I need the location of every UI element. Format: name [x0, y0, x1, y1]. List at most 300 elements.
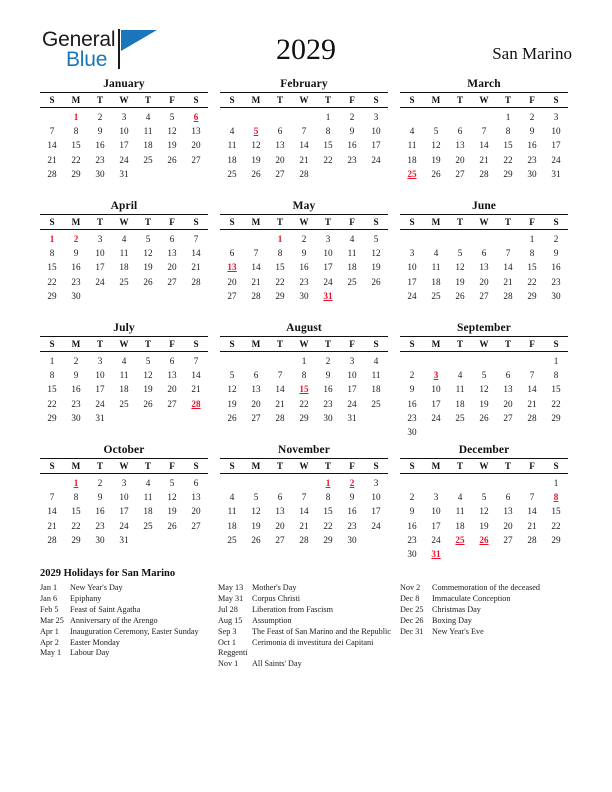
day-cell[interactable]: 14	[299, 506, 309, 517]
day-cell[interactable]: 5	[229, 369, 235, 380]
day-cell-holiday[interactable]: 5	[253, 125, 259, 136]
day-cell[interactable]: 12	[167, 125, 177, 136]
day-cell-holiday[interactable]: 1	[49, 233, 55, 244]
day-cell[interactable]: 10	[431, 384, 441, 395]
day-cell[interactable]: 27	[191, 154, 201, 165]
day-cell-holiday[interactable]: 31	[431, 549, 441, 560]
day-cell[interactable]: 12	[371, 247, 381, 258]
day-cell[interactable]: 15	[551, 506, 561, 517]
day-cell-holiday[interactable]: 25	[407, 169, 417, 180]
day-cell[interactable]: 20	[503, 520, 513, 531]
day-cell[interactable]: 12	[227, 384, 237, 395]
day-cell[interactable]: 23	[407, 535, 417, 546]
day-cell[interactable]: 5	[433, 125, 439, 136]
day-cell[interactable]: 21	[251, 276, 261, 287]
day-cell[interactable]: 10	[323, 247, 333, 258]
day-cell[interactable]: 17	[371, 506, 381, 517]
day-cell[interactable]: 30	[527, 169, 537, 180]
day-cell[interactable]: 4	[433, 247, 439, 258]
day-cell[interactable]: 24	[119, 154, 129, 165]
day-cell[interactable]: 18	[431, 276, 441, 287]
day-cell[interactable]: 29	[323, 535, 333, 546]
day-cell[interactable]: 29	[551, 535, 561, 546]
day-cell[interactable]: 20	[191, 140, 201, 151]
day-cell[interactable]: 18	[455, 398, 465, 409]
day-cell[interactable]: 4	[229, 125, 235, 136]
day-cell[interactable]: 5	[253, 491, 259, 502]
day-cell[interactable]: 14	[503, 262, 513, 273]
day-cell-holiday[interactable]: 3	[433, 369, 439, 380]
day-cell[interactable]: 30	[407, 549, 417, 560]
day-cell[interactable]: 31	[551, 169, 561, 180]
day-cell-holiday[interactable]: 15	[299, 384, 309, 395]
day-cell[interactable]: 12	[479, 506, 489, 517]
day-cell[interactable]: 10	[371, 125, 381, 136]
day-cell[interactable]: 2	[97, 477, 103, 488]
day-cell[interactable]: 2	[97, 111, 103, 122]
day-cell[interactable]: 2	[301, 233, 307, 244]
day-cell[interactable]: 23	[347, 154, 357, 165]
day-cell[interactable]: 17	[323, 262, 333, 273]
day-cell[interactable]: 26	[143, 276, 153, 287]
day-cell[interactable]: 13	[503, 506, 513, 517]
day-cell[interactable]: 12	[143, 369, 153, 380]
day-cell[interactable]: 12	[251, 506, 261, 517]
day-cell[interactable]: 9	[73, 247, 79, 258]
day-cell[interactable]: 2	[529, 111, 535, 122]
day-cell[interactable]: 25	[143, 154, 153, 165]
day-cell-holiday[interactable]: 31	[323, 291, 333, 302]
day-cell[interactable]: 3	[349, 355, 355, 366]
day-cell[interactable]: 5	[481, 491, 487, 502]
day-cell[interactable]: 28	[503, 291, 513, 302]
day-cell[interactable]: 25	[119, 276, 129, 287]
day-cell[interactable]: 25	[119, 398, 129, 409]
day-cell[interactable]: 14	[191, 369, 201, 380]
day-cell[interactable]: 12	[431, 140, 441, 151]
day-cell[interactable]: 22	[527, 276, 537, 287]
day-cell[interactable]: 5	[169, 111, 175, 122]
day-cell[interactable]: 7	[49, 125, 55, 136]
day-cell-holiday[interactable]: 2	[73, 233, 79, 244]
day-cell[interactable]: 13	[275, 140, 285, 151]
day-cell[interactable]: 6	[253, 369, 259, 380]
day-cell[interactable]: 26	[167, 520, 177, 531]
day-cell[interactable]: 11	[143, 125, 153, 136]
day-cell[interactable]: 28	[527, 535, 537, 546]
day-cell[interactable]: 19	[167, 140, 177, 151]
day-cell[interactable]: 18	[227, 154, 237, 165]
day-cell-holiday[interactable]: 13	[227, 262, 237, 273]
day-cell[interactable]: 19	[251, 520, 261, 531]
day-cell[interactable]: 4	[409, 125, 415, 136]
day-cell[interactable]: 29	[47, 291, 57, 302]
day-cell[interactable]: 24	[323, 276, 333, 287]
day-cell[interactable]: 11	[455, 384, 465, 395]
day-cell[interactable]: 18	[143, 140, 153, 151]
day-cell[interactable]: 27	[503, 535, 513, 546]
day-cell[interactable]: 9	[409, 506, 415, 517]
day-cell[interactable]: 19	[455, 276, 465, 287]
day-cell[interactable]: 2	[349, 111, 355, 122]
day-cell[interactable]: 26	[167, 154, 177, 165]
day-cell[interactable]: 7	[49, 491, 55, 502]
day-cell[interactable]: 16	[347, 506, 357, 517]
day-cell[interactable]: 3	[373, 477, 379, 488]
day-cell[interactable]: 25	[227, 169, 237, 180]
day-cell[interactable]: 4	[145, 111, 151, 122]
day-cell[interactable]: 24	[347, 398, 357, 409]
day-cell[interactable]: 15	[275, 262, 285, 273]
day-cell[interactable]: 22	[323, 154, 333, 165]
day-cell[interactable]: 28	[251, 291, 261, 302]
day-cell[interactable]: 23	[299, 276, 309, 287]
day-cell[interactable]: 16	[95, 506, 105, 517]
day-cell[interactable]: 27	[275, 169, 285, 180]
day-cell[interactable]: 28	[47, 169, 57, 180]
day-cell[interactable]: 6	[481, 247, 487, 258]
day-cell[interactable]: 19	[479, 398, 489, 409]
day-cell[interactable]: 20	[167, 262, 177, 273]
day-cell[interactable]: 14	[275, 384, 285, 395]
day-cell-holiday[interactable]: 6	[193, 111, 199, 122]
day-cell[interactable]: 3	[409, 247, 415, 258]
day-cell[interactable]: 9	[325, 369, 331, 380]
day-cell[interactable]: 22	[551, 398, 561, 409]
day-cell[interactable]: 8	[505, 125, 511, 136]
day-cell[interactable]: 13	[191, 125, 201, 136]
day-cell[interactable]: 23	[527, 154, 537, 165]
day-cell[interactable]: 7	[277, 369, 283, 380]
day-cell[interactable]: 5	[373, 233, 379, 244]
day-cell[interactable]: 8	[49, 247, 55, 258]
day-cell[interactable]: 27	[479, 291, 489, 302]
day-cell-holiday[interactable]: 26	[479, 535, 489, 546]
day-cell[interactable]: 10	[347, 369, 357, 380]
day-cell-holiday[interactable]: 2	[349, 477, 355, 488]
day-cell[interactable]: 7	[193, 233, 199, 244]
day-cell[interactable]: 1	[49, 355, 55, 366]
day-cell[interactable]: 4	[121, 233, 127, 244]
day-cell[interactable]: 22	[503, 154, 513, 165]
day-cell[interactable]: 10	[371, 491, 381, 502]
day-cell[interactable]: 13	[503, 384, 513, 395]
day-cell[interactable]: 6	[277, 491, 283, 502]
day-cell-holiday[interactable]: 1	[277, 233, 283, 244]
day-cell[interactable]: 3	[373, 111, 379, 122]
day-cell[interactable]: 13	[479, 262, 489, 273]
day-cell[interactable]: 10	[95, 369, 105, 380]
day-cell[interactable]: 16	[299, 262, 309, 273]
day-cell[interactable]: 14	[251, 262, 261, 273]
day-cell[interactable]: 15	[71, 140, 81, 151]
day-cell[interactable]: 2	[409, 369, 415, 380]
day-cell[interactable]: 3	[97, 355, 103, 366]
day-cell[interactable]: 21	[299, 520, 309, 531]
day-cell[interactable]: 26	[431, 169, 441, 180]
day-cell[interactable]: 22	[299, 398, 309, 409]
day-cell[interactable]: 4	[457, 369, 463, 380]
day-cell[interactable]: 30	[95, 169, 105, 180]
day-cell[interactable]: 21	[503, 276, 513, 287]
day-cell[interactable]: 24	[431, 535, 441, 546]
day-cell[interactable]: 21	[191, 262, 201, 273]
day-cell[interactable]: 7	[505, 247, 511, 258]
day-cell[interactable]: 14	[299, 140, 309, 151]
day-cell[interactable]: 21	[47, 520, 57, 531]
day-cell[interactable]: 19	[143, 262, 153, 273]
day-cell[interactable]: 29	[71, 535, 81, 546]
day-cell[interactable]: 16	[347, 140, 357, 151]
day-cell[interactable]: 8	[73, 491, 79, 502]
day-cell[interactable]: 14	[527, 384, 537, 395]
day-cell[interactable]: 22	[275, 276, 285, 287]
day-cell[interactable]: 27	[275, 535, 285, 546]
day-cell[interactable]: 11	[143, 491, 153, 502]
day-cell[interactable]: 28	[527, 413, 537, 424]
day-cell-holiday[interactable]: 28	[191, 398, 201, 409]
day-cell[interactable]: 4	[121, 355, 127, 366]
day-cell[interactable]: 19	[227, 398, 237, 409]
day-cell[interactable]: 19	[167, 506, 177, 517]
day-cell[interactable]: 28	[47, 535, 57, 546]
day-cell[interactable]: 12	[143, 247, 153, 258]
day-cell[interactable]: 27	[455, 169, 465, 180]
day-cell[interactable]: 20	[191, 506, 201, 517]
day-cell[interactable]: 8	[529, 247, 535, 258]
day-cell[interactable]: 5	[457, 247, 463, 258]
day-cell[interactable]: 1	[301, 355, 307, 366]
day-cell[interactable]: 13	[167, 247, 177, 258]
day-cell[interactable]: 28	[299, 169, 309, 180]
day-cell[interactable]: 28	[191, 276, 201, 287]
day-cell[interactable]: 5	[169, 477, 175, 488]
day-cell[interactable]: 16	[551, 262, 561, 273]
day-cell[interactable]: 18	[455, 520, 465, 531]
day-cell[interactable]: 25	[227, 535, 237, 546]
day-cell[interactable]: 20	[455, 154, 465, 165]
day-cell[interactable]: 8	[325, 125, 331, 136]
day-cell[interactable]: 9	[553, 247, 559, 258]
day-cell[interactable]: 20	[167, 384, 177, 395]
day-cell[interactable]: 17	[551, 140, 561, 151]
day-cell[interactable]: 8	[301, 369, 307, 380]
day-cell[interactable]: 19	[371, 262, 381, 273]
day-cell[interactable]: 2	[553, 233, 559, 244]
day-cell[interactable]: 1	[553, 355, 559, 366]
day-cell[interactable]: 6	[229, 247, 235, 258]
day-cell[interactable]: 31	[119, 169, 129, 180]
day-cell[interactable]: 11	[119, 369, 129, 380]
day-cell[interactable]: 28	[299, 535, 309, 546]
day-cell[interactable]: 21	[479, 154, 489, 165]
day-cell[interactable]: 9	[301, 247, 307, 258]
day-cell[interactable]: 18	[143, 506, 153, 517]
day-cell[interactable]: 13	[191, 491, 201, 502]
day-cell[interactable]: 30	[347, 535, 357, 546]
day-cell[interactable]: 12	[251, 140, 261, 151]
day-cell[interactable]: 11	[227, 506, 237, 517]
day-cell[interactable]: 21	[191, 384, 201, 395]
day-cell[interactable]: 20	[275, 520, 285, 531]
day-cell[interactable]: 30	[407, 427, 417, 438]
day-cell[interactable]: 17	[431, 398, 441, 409]
day-cell[interactable]: 23	[71, 398, 81, 409]
day-cell[interactable]: 25	[371, 398, 381, 409]
day-cell[interactable]: 9	[349, 491, 355, 502]
day-cell[interactable]: 30	[323, 413, 333, 424]
day-cell[interactable]: 3	[553, 111, 559, 122]
day-cell[interactable]: 17	[431, 520, 441, 531]
day-cell[interactable]: 3	[121, 111, 127, 122]
day-cell[interactable]: 18	[119, 384, 129, 395]
day-cell[interactable]: 16	[95, 140, 105, 151]
day-cell[interactable]: 3	[97, 233, 103, 244]
day-cell[interactable]: 30	[551, 291, 561, 302]
day-cell[interactable]: 6	[193, 477, 199, 488]
day-cell[interactable]: 7	[529, 491, 535, 502]
day-cell[interactable]: 17	[407, 276, 417, 287]
day-cell[interactable]: 1	[505, 111, 511, 122]
day-cell[interactable]: 8	[325, 491, 331, 502]
day-cell[interactable]: 15	[323, 140, 333, 151]
day-cell[interactable]: 6	[505, 491, 511, 502]
day-cell[interactable]: 10	[407, 262, 417, 273]
day-cell[interactable]: 29	[551, 413, 561, 424]
day-cell[interactable]: 6	[169, 355, 175, 366]
day-cell[interactable]: 1	[553, 477, 559, 488]
day-cell[interactable]: 22	[71, 520, 81, 531]
day-cell-holiday[interactable]: 25	[455, 535, 465, 546]
day-cell[interactable]: 12	[479, 384, 489, 395]
day-cell[interactable]: 17	[347, 384, 357, 395]
day-cell[interactable]: 29	[299, 413, 309, 424]
day-cell[interactable]: 10	[431, 506, 441, 517]
day-cell[interactable]: 15	[47, 262, 57, 273]
day-cell[interactable]: 13	[251, 384, 261, 395]
day-cell[interactable]: 7	[481, 125, 487, 136]
day-cell[interactable]: 24	[371, 154, 381, 165]
day-cell[interactable]: 9	[349, 125, 355, 136]
day-cell[interactable]: 6	[169, 233, 175, 244]
day-cell[interactable]: 29	[275, 291, 285, 302]
day-cell[interactable]: 24	[371, 520, 381, 531]
day-cell-holiday[interactable]: 8	[553, 491, 559, 502]
day-cell[interactable]: 3	[121, 477, 127, 488]
day-cell[interactable]: 15	[551, 384, 561, 395]
day-cell[interactable]: 29	[47, 413, 57, 424]
day-cell[interactable]: 10	[119, 125, 129, 136]
day-cell[interactable]: 31	[95, 413, 105, 424]
day-cell[interactable]: 27	[503, 413, 513, 424]
day-cell[interactable]: 9	[97, 491, 103, 502]
day-cell[interactable]: 7	[193, 355, 199, 366]
day-cell[interactable]: 1	[529, 233, 535, 244]
day-cell[interactable]: 11	[407, 140, 417, 151]
day-cell[interactable]: 11	[371, 369, 381, 380]
day-cell[interactable]: 5	[145, 355, 151, 366]
day-cell[interactable]: 23	[71, 276, 81, 287]
day-cell[interactable]: 10	[551, 125, 561, 136]
day-cell[interactable]: 9	[409, 384, 415, 395]
day-cell[interactable]: 24	[95, 398, 105, 409]
day-cell[interactable]: 28	[479, 169, 489, 180]
day-cell[interactable]: 7	[529, 369, 535, 380]
day-cell[interactable]: 16	[71, 384, 81, 395]
day-cell[interactable]: 16	[323, 384, 333, 395]
day-cell[interactable]: 4	[349, 233, 355, 244]
day-cell[interactable]: 22	[47, 276, 57, 287]
day-cell[interactable]: 24	[95, 276, 105, 287]
day-cell[interactable]: 27	[167, 398, 177, 409]
day-cell[interactable]: 2	[73, 355, 79, 366]
day-cell[interactable]: 16	[407, 520, 417, 531]
day-cell[interactable]: 18	[371, 384, 381, 395]
day-cell[interactable]: 26	[479, 413, 489, 424]
day-cell[interactable]: 22	[47, 398, 57, 409]
day-cell[interactable]: 18	[407, 154, 417, 165]
day-cell[interactable]: 1	[325, 111, 331, 122]
day-cell[interactable]: 18	[227, 520, 237, 531]
day-cell[interactable]: 31	[347, 413, 357, 424]
day-cell[interactable]: 8	[73, 125, 79, 136]
day-cell[interactable]: 7	[253, 247, 259, 258]
day-cell[interactable]: 15	[527, 262, 537, 273]
day-cell[interactable]: 24	[407, 291, 417, 302]
day-cell[interactable]: 14	[47, 506, 57, 517]
day-cell[interactable]: 30	[299, 291, 309, 302]
day-cell[interactable]: 17	[119, 140, 129, 151]
day-cell[interactable]: 12	[167, 491, 177, 502]
day-cell[interactable]: 26	[227, 413, 237, 424]
day-cell[interactable]: 15	[503, 140, 513, 151]
day-cell[interactable]: 4	[229, 491, 235, 502]
day-cell[interactable]: 11	[347, 247, 357, 258]
day-cell-holiday[interactable]: 1	[73, 477, 79, 488]
day-cell[interactable]: 25	[347, 276, 357, 287]
day-cell[interactable]: 27	[227, 291, 237, 302]
day-cell[interactable]: 23	[95, 520, 105, 531]
day-cell[interactable]: 6	[277, 125, 283, 136]
day-cell[interactable]: 25	[455, 413, 465, 424]
day-cell[interactable]: 11	[455, 506, 465, 517]
day-cell[interactable]: 3	[325, 233, 331, 244]
day-cell[interactable]: 15	[323, 506, 333, 517]
day-cell[interactable]: 27	[251, 413, 261, 424]
day-cell[interactable]: 21	[47, 154, 57, 165]
day-cell[interactable]: 11	[119, 247, 129, 258]
day-cell[interactable]: 13	[275, 506, 285, 517]
day-cell[interactable]: 23	[551, 276, 561, 287]
day-cell[interactable]: 17	[371, 140, 381, 151]
day-cell[interactable]: 25	[143, 520, 153, 531]
day-cell[interactable]: 20	[503, 398, 513, 409]
day-cell[interactable]: 20	[251, 398, 261, 409]
day-cell[interactable]: 25	[431, 291, 441, 302]
day-cell[interactable]: 8	[553, 369, 559, 380]
day-cell[interactable]: 16	[527, 140, 537, 151]
day-cell[interactable]: 15	[47, 384, 57, 395]
day-cell[interactable]: 29	[527, 291, 537, 302]
day-cell[interactable]: 22	[551, 520, 561, 531]
day-cell[interactable]: 27	[167, 276, 177, 287]
day-cell[interactable]: 13	[167, 369, 177, 380]
day-cell[interactable]: 26	[143, 398, 153, 409]
day-cell[interactable]: 12	[455, 262, 465, 273]
day-cell[interactable]: 16	[71, 262, 81, 273]
day-cell[interactable]: 29	[503, 169, 513, 180]
day-cell[interactable]: 9	[529, 125, 535, 136]
